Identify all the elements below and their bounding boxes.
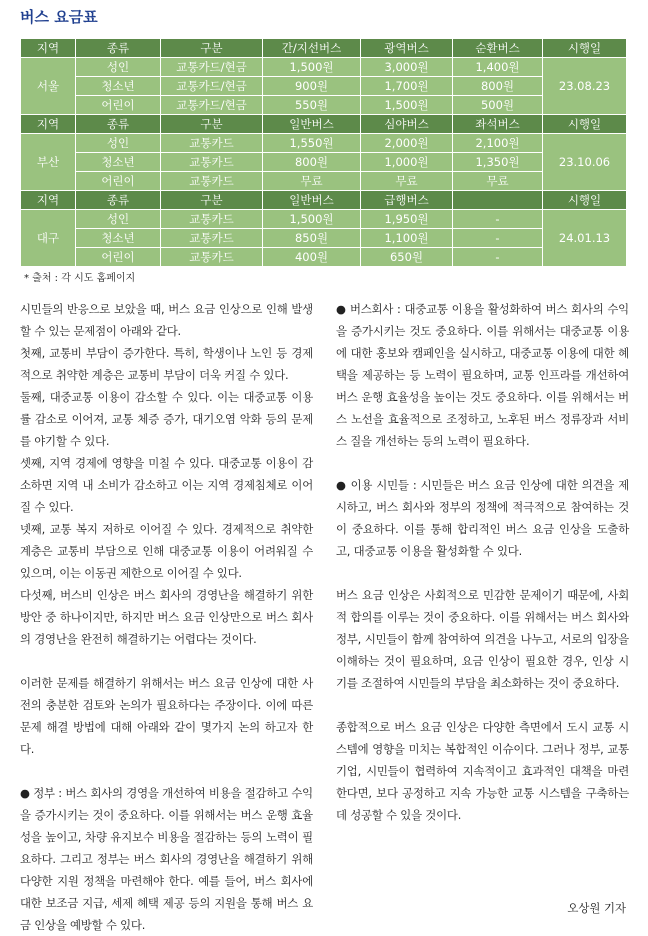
- table-cell: 교통카드: [161, 172, 263, 191]
- paragraph: 버스 요금 인상은 사회적으로 민감한 문제이기 때문에, 사회적 합의를 이루는 것이 중요하다. 이를 위해서는 버스 회사와 정부, 시민들이 함께 참여하여 의견을 나누고, 서로의 입장을 이해하는 것이 필요하며, 요금 인상이 필요한 경우, 인상 시기를 조절하여 시민들의 부담을 최소화하는 것이 중요하다.: [336, 588, 629, 690]
- table-header-cell: [453, 191, 543, 210]
- table-cell: 650원: [361, 248, 453, 267]
- table-header-cell: 시행일: [543, 115, 627, 134]
- table-cell: 1,400원: [453, 58, 543, 77]
- table-cell: 1,950원: [361, 210, 453, 229]
- paragraph: 둘째, 대중교통 이용이 감소할 수 있다. 이는 대중교통 이용률 감소로 이어져, 교통 체증 증가, 대기오염 악화 등의 문제를 야기할 수 있다.: [20, 390, 313, 448]
- table-cell: 1,100원: [361, 229, 453, 248]
- paragraph: 셋째, 지역 경제에 영향을 미칠 수 있다. 대중교통 이용이 감소하면 지역 내 소비가 감소하고 이는 지역 경제침체로 이어질 수 있다.: [20, 456, 313, 514]
- table-row: [21, 229, 627, 248]
- table-cell: 교통카드/현금: [161, 58, 263, 77]
- paragraph-gap: [336, 562, 629, 584]
- table-cell: 무료: [263, 172, 361, 191]
- table-cell: 성인: [76, 210, 161, 229]
- effective-date-cell: 23.08.23: [543, 58, 627, 115]
- table-header-cell: 급행버스: [361, 191, 453, 210]
- paragraph: 넷째, 교통 복지 저하로 이어질 수 있다. 경제적으로 취약한 계층은 교통비 부담으로 인해 대중교통 이용이 어려워질 수 있으며, 이는 이동권 제한으로 이어질 수 있다.: [20, 522, 313, 580]
- table-cell: 550원: [263, 96, 361, 115]
- table-header-cell: 종류: [76, 191, 161, 210]
- table-row: [21, 134, 627, 153]
- table-header-cell: 종류: [76, 39, 161, 58]
- paragraph: 첫째, 교통비 부담이 증가한다. 특히, 학생이나 노인 등 경제적으로 취약한 계층은 교통비 부담이 더욱 커질 수 있다.: [20, 346, 313, 382]
- table-cell: 교통카드/현금: [161, 77, 263, 96]
- table-cell: 1,700원: [361, 77, 453, 96]
- author-byline: 오상원 기자: [567, 901, 626, 915]
- table-header-cell: 지역: [21, 191, 76, 210]
- table-header-cell: 지역: [21, 115, 76, 134]
- region-cell: 서울: [21, 58, 76, 115]
- table-cell: 무료: [453, 172, 543, 191]
- table-header-cell: 광역버스: [361, 39, 453, 58]
- table-cell: 800원: [453, 77, 543, 96]
- table-header-cell: 지역: [21, 39, 76, 58]
- table-header-cell: 심야버스: [361, 115, 453, 134]
- table-header-cell: 종류: [76, 115, 161, 134]
- table-cell: -: [453, 248, 543, 267]
- paragraph: ● 정부 : 버스 회사의 경영을 개선하여 비용을 절감하고 수익을 증가시키는 것이 중요하다. 이를 위해서는 버스 운행 효율성을 높이고, 차량 유지보수 비용을 절감하는 등의 노력이 필요하다. 그리고 정부는 버스 회사의 경영난을 해결하기 위해 다양한 지원 정책을 마련해야 한다. 예를 들어, 버스 회사에 대한 보조금 지급, 세제 혜택 제공 등의 지원을 통해 버스 요금 인상을 예방할 수 있다.: [20, 786, 313, 932]
- table-cell: 성인: [76, 134, 161, 153]
- table-row: [21, 172, 627, 191]
- table-cell: 무료: [361, 172, 453, 191]
- table-row: [21, 153, 627, 172]
- region-cell: 대구: [21, 210, 76, 267]
- table-header-cell: 일반버스: [263, 115, 361, 134]
- table-cell: 3,000원: [361, 58, 453, 77]
- table-row: [21, 58, 627, 77]
- table-row: [21, 96, 627, 115]
- table-header-cell: 순환버스: [453, 39, 543, 58]
- table-header-cell: 일반버스: [263, 191, 361, 210]
- table-cell: 1,500원: [263, 58, 361, 77]
- paragraph: ● 이용 시민들 : 시민들은 버스 요금 인상에 대한 의견을 제시하고, 버스 회사와 정부의 정책에 적극적으로 참여하는 것이 중요하다. 이를 통해 합리적인 버스 요금 인상을 도출하고, 대중교통 이용을 활성화할 수 있다.: [336, 478, 629, 558]
- table-cell: 청소년: [76, 153, 161, 172]
- table-cell: 청소년: [76, 77, 161, 96]
- table-cell: 2,000원: [361, 134, 453, 153]
- table-cell: 어린이: [76, 172, 161, 191]
- paragraph: ● 버스회사 : 대중교통 이용을 활성화하여 버스 회사의 수익을 증가시키는 것도 중요하다. 이를 위해서는 대중교통 이용에 대한 홍보와 캠페인을 실시하고, 대중교통 이용에 대한 혜택을 제공하는 등 노력이 필요하며, 교통 인프라를 개선하여 버스 운행 효율성을 높이는 것도 중요하다. 이를 위해서는 버스 노선을 효율적으로 조정하고, 노후된 버스 정류장과 서비스 질을 개선하는 등의 노력이 필요하다.: [336, 302, 629, 448]
- right-column: [336, 298, 629, 826]
- table-cell: 500원: [453, 96, 543, 115]
- paragraph-gap: [20, 650, 313, 672]
- table-header-cell: 구분: [161, 39, 263, 58]
- table-cell: 1,500원: [263, 210, 361, 229]
- effective-date-cell: 23.10.06: [543, 134, 627, 191]
- source-note: * 출처 : 각 시도 홈페이지: [24, 273, 136, 284]
- table-cell: 800원: [263, 153, 361, 172]
- table-cell: 어린이: [76, 96, 161, 115]
- table-cell: 교통카드: [161, 248, 263, 267]
- table-header-row: [21, 191, 627, 210]
- table-header-row: [21, 115, 627, 134]
- table-cell: 1,550원: [263, 134, 361, 153]
- table-cell: 교통카드/현금: [161, 96, 263, 115]
- table-header-cell: 시행일: [543, 39, 627, 58]
- paragraph: 다섯째, 버스비 인상은 버스 회사의 경영난을 해결하기 위한 방안 중 하나이지만, 하지만 버스 요금 인상만으로 버스 회사의 경영난을 완전히 해결하기는 어렵다는 것이다.: [20, 588, 313, 646]
- table-cell: 1,500원: [361, 96, 453, 115]
- table-header-cell: 구분: [161, 115, 263, 134]
- table-cell: 성인: [76, 58, 161, 77]
- table-row: [21, 77, 627, 96]
- table-row: [21, 248, 627, 267]
- table-cell: 850원: [263, 229, 361, 248]
- page-title: 버스 요금표: [20, 8, 98, 26]
- left-column: [20, 298, 313, 936]
- effective-date-cell: 24.01.13: [543, 210, 627, 267]
- table-header-row: [21, 39, 627, 58]
- paragraph: 시민들의 반응으로 보았을 때, 버스 요금 인상으로 인해 발생할 수 있는 문제점이 아래와 같다.: [20, 302, 313, 338]
- paragraph-gap: [336, 694, 629, 716]
- table-cell: 교통카드: [161, 229, 263, 248]
- paragraph: 종합적으로 버스 요금 인상은 다양한 측면에서 도시 교통 시스템에 영향을 미치는 복합적인 이슈이다. 그러나 정부, 교통 기업, 시민들이 협력하여 지속적이고 효과적인 대책을 마련한다면, 보다 공정하고 지속 가능한 교통 시스템을 구축하는데 성공할 수 있을 것이다.: [336, 720, 629, 822]
- paragraph-gap: [20, 760, 313, 782]
- table-cell: -: [453, 229, 543, 248]
- table-cell: 교통카드: [161, 153, 263, 172]
- table-cell: 교통카드: [161, 134, 263, 153]
- paragraph: 이러한 문제를 해결하기 위해서는 버스 요금 인상에 대한 사전의 충분한 검토와 논의가 필요하다는 주장이다. 이에 따른 문제 해결 방법에 대해 아래와 같이 몇가지 논의 하고자 한다.: [20, 676, 313, 756]
- table-header-cell: 간/지선버스: [263, 39, 361, 58]
- table-cell: -: [453, 210, 543, 229]
- table-cell: 어린이: [76, 248, 161, 267]
- fare-table: [20, 38, 627, 267]
- table-cell: 1,000원: [361, 153, 453, 172]
- table-cell: 청소년: [76, 229, 161, 248]
- paragraph-gap: [336, 452, 629, 474]
- table-cell: 1,350원: [453, 153, 543, 172]
- table-row: [21, 210, 627, 229]
- table-header-cell: 시행일: [543, 191, 627, 210]
- table-cell: 교통카드: [161, 210, 263, 229]
- table-cell: 900원: [263, 77, 361, 96]
- table-cell: 2,100원: [453, 134, 543, 153]
- table-header-cell: 구분: [161, 191, 263, 210]
- table-header-cell: 좌석버스: [453, 115, 543, 134]
- region-cell: 부산: [21, 134, 76, 191]
- table-cell: 400원: [263, 248, 361, 267]
